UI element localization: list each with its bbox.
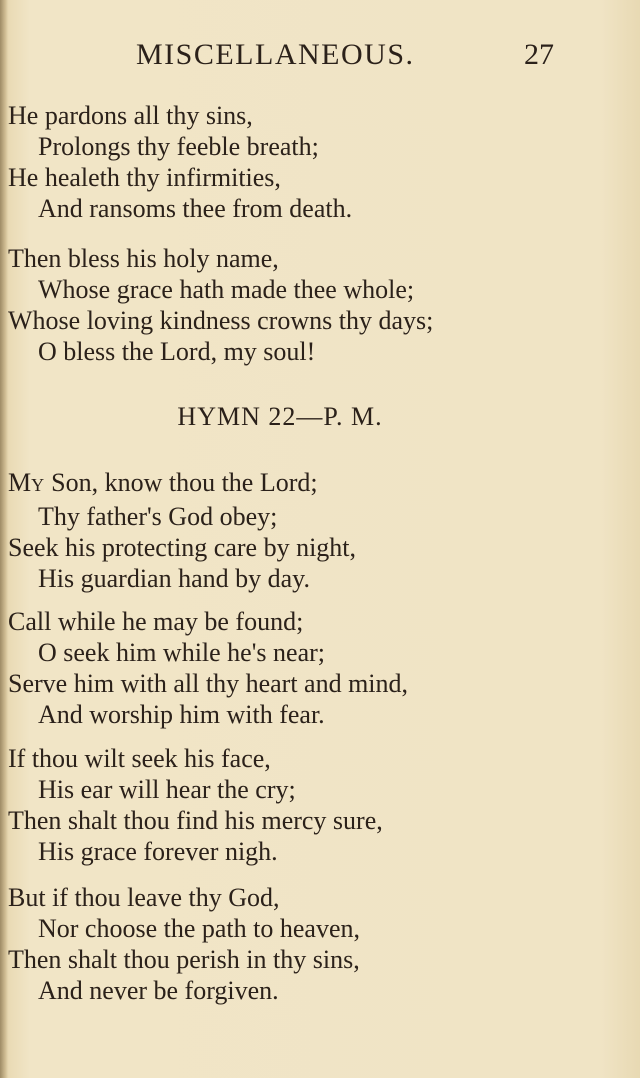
hymn-stanza-4 [8,882,628,1006]
verse-line: If thou wilt seek his face, [8,744,271,773]
verse-line: Then shalt thou perish in thy sins, [8,945,360,974]
verse-line: Then shalt thou find his mercy sure, [8,806,383,835]
drop-initial: M [8,468,32,497]
verse-line: Prolongs thy feeble breath; [38,132,319,161]
verse-line: His ear will hear the cry; [38,775,296,804]
verse-line: And never be forgiven. [38,976,279,1005]
verse-line: Then bless his holy name, [8,244,279,273]
verse-line: O seek him while he's near; [38,638,325,667]
verse-line: Nor choose the path to heaven, [38,914,361,943]
page-gutter-shadow [0,0,8,1078]
verse-line: And worship him with fear. [38,700,325,729]
verse-line: O bless the Lord, my soul! [38,337,316,366]
verse-line: Whose grace hath made thee whole; [38,275,415,304]
verse-line: But if thou leave thy God, [8,883,280,912]
hymn-stanza-3 [8,743,628,867]
verse-line: Whose loving kindness crowns thy days; [8,306,434,335]
verse-line-first [8,467,628,501]
verse-line: He pardons all thy sins, [8,101,253,130]
stanza-1 [8,100,628,224]
verse-line: His grace forever nigh. [38,837,278,866]
hymn-stanza-2 [8,606,628,730]
verse-line: Call while he may be found; [8,607,304,636]
verse-line: And ransoms thee from death. [38,194,353,223]
stanza-2 [8,243,628,367]
verse-line: Thy father's God obey; [38,502,278,531]
first-line-rest: Son, know thou the Lord; [44,468,318,497]
verse-line: His guardian hand by day. [38,564,310,593]
hymn-title: HYMN 22—P. M. [177,402,383,431]
page-header [0,38,640,78]
hymn-stanza-1 [8,467,628,594]
verse-line: Serve him with all thy heart and mind, [8,669,409,698]
verse-line: He healeth thy infirmities, [8,163,281,192]
page-number: 27 [524,38,554,71]
verse-line: Seek his protecting care by night, [8,533,357,562]
small-caps-rest: Y [31,475,45,495]
running-head: MISCELLANEOUS. [136,38,415,71]
